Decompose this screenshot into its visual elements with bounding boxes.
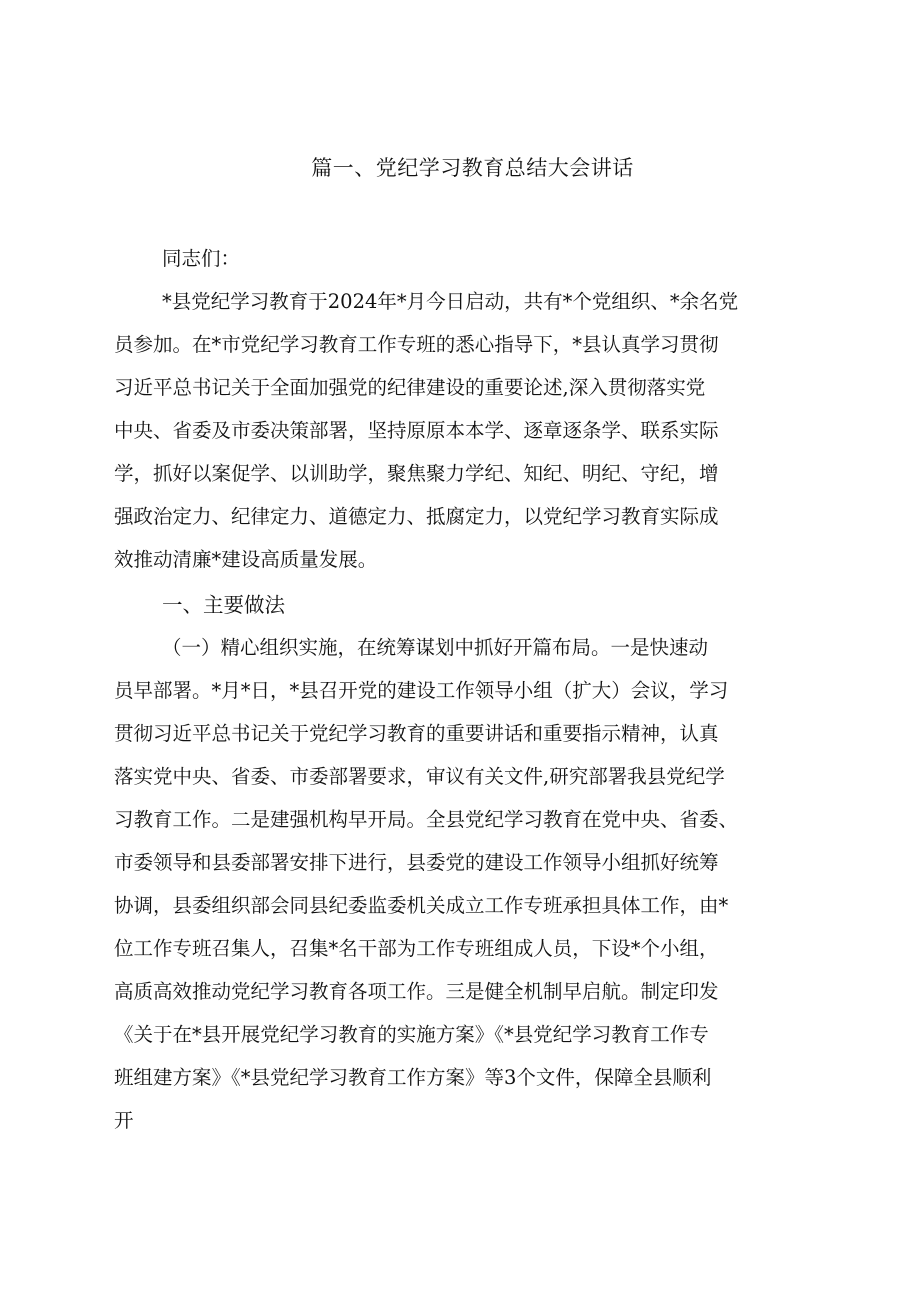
paragraph-line: 效推动清廉*建设高质量发展。	[114, 548, 378, 571]
paragraph-line: 落实党中央、省委、市委部署要求，审议有关文件,研究部署我县党纪学	[114, 765, 725, 788]
paragraph-line: 员早部署。*月*日，*县召开党的建设工作领导小组（扩大）会议，学习	[114, 679, 729, 702]
paragraph-line: 市委领导和县委部署安排下进行，县委党的建设工作领导小组抓好统筹	[114, 851, 719, 874]
paragraph-line: 《关于在*县开展党纪学习教育的实施方案》《*县党纪学习教育工作专	[114, 1023, 709, 1046]
paragraph-line: 员参加。在*市党纪学习教育工作专班的悉心指导下，*县认真学习贯彻	[114, 333, 719, 356]
paragraph-line: *县党纪学习教育于2024年*月今日启动，共有*个党组织、*余名党	[162, 290, 739, 313]
document-title: 篇一、党纪学习教育总结大会讲话	[311, 156, 634, 180]
paragraph-line: 班组建方案》《*县党纪学习教育工作方案》等3个文件，保障全县顺利	[114, 1066, 712, 1089]
paragraph-line: 贯彻习近平总书记关于党纪学习教育的重要讲话和重要指示精神，认真	[114, 722, 719, 745]
paragraph-line: 习教育工作。二是建强机构早开局。全县党纪学习教育在党中央、省委、	[114, 808, 739, 831]
paragraph-line: 位工作专班召集人，召集*名干部为工作专班组成人员，下设*个小组，	[114, 937, 719, 960]
paragraph-line: 中央、省委及市委决策部署，坚持原原本本学、逐章逐条学、联系实际	[114, 419, 719, 442]
paragraph-line: 开	[114, 1109, 134, 1132]
section-heading: 一、主要做法	[162, 593, 285, 617]
salutation: 同志们：	[162, 247, 241, 270]
paragraph-line: 强政治定力、纪律定力、道德定力、抵腐定力，以党纪学习教育实际成	[114, 505, 719, 528]
paragraph-line: （一）精心组织实施，在统筹谋划中抓好开篇布局。一是快速动	[162, 636, 709, 659]
paragraph-line: 学，抓好以案促学、以训助学，聚焦聚力学纪、知纪、明纪、守纪，增	[114, 462, 719, 485]
paragraph-line: 高质高效推动党纪学习教育各项工作。三是健全机制早启航。制定印发	[114, 980, 719, 1003]
paragraph-line: 习近平总书记关于全面加强党的纪律建设的重要论述,深入贯彻落实党	[114, 376, 706, 399]
paragraph-line: 协调，县委组织部会同县纪委监委机关成立工作专班承担具体工作，由*	[114, 894, 729, 917]
